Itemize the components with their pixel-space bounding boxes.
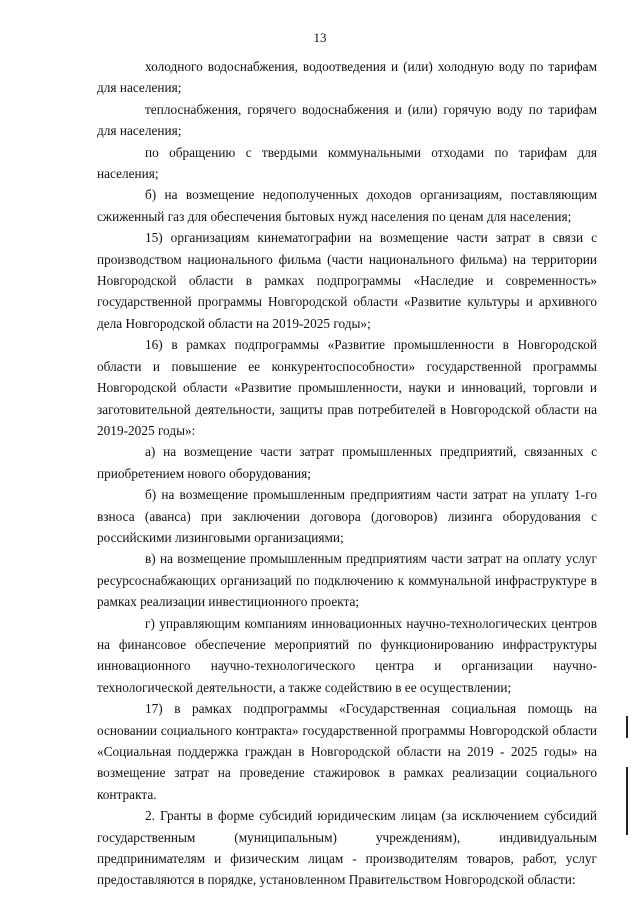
document-body: [97, 56, 597, 891]
paragraph-heat-supply: теплоснабжения, горячего водоснабжения и (или) горячую воду по тарифам для населения;: [97, 101, 597, 139]
paragraph-item-15: 15) организациям кинематографии на возмещение части затрат в связи с производством национального фильма (части национального фильма) на территории Новгородской области в рамках подпрограммы «Наследие и современность» государственной программы Новгородской области «Развитие культуры и архивного дела Новгородской области на 2019-2025 годы»;: [97, 230, 597, 331]
margin-mark-lower: [626, 767, 628, 835]
paragraph-16-b: б) на возмещение промышленным предприятиям части затрат на уплату 1-го взноса (аванса) при заключении договора (договоров) лизинга оборудования с российскими лизинговыми организациями;: [97, 487, 597, 545]
paragraph-16-g: г) управляющим компаниям инновационных научно-технологических центров на финансовое обеспечение мероприятий по функционированию инфраструктуры инновационного научно-технологического центра и организации научно-технологической деятельности, а также содействию в ее осуществлении;: [97, 615, 597, 695]
paragraph-item-16: 16) в рамках подпрограммы «Развитие промышленности в Новгородской области и повышение ее конкурентоспособности» государственной программы Новгородской области «Развитие промышленности, науки и инноваций, торговли и заготовительной деятельности, защиты прав потребителей в Новгородской области на 2019-2025 годы»:: [97, 337, 597, 438]
paragraph-solid-waste: по обращению с твердыми коммунальными отходами по тарифам для населения;: [97, 144, 597, 182]
page-number: 13: [313, 30, 327, 45]
paragraph-liquefied-gas: б) на возмещение недополученных доходов организациям, поставляющим сжиженный газ для обеспечения бытовых нужд населения по ценам для населения;: [97, 187, 597, 224]
paragraph-cold-water: холодного водоснабжения, водоотведения и (или) холодную воду по тарифам для населения;: [97, 59, 597, 96]
paragraph-16-a: а) на возмещение части затрат промышленных предприятий, связанных с приобретением нового оборудования;: [97, 444, 597, 481]
margin-mark-upper: [626, 716, 628, 738]
paragraph-item-17: 17) в рамках подпрограммы «Государственная социальная помощь на основании социального контракта» государственной программы Новгородской области «Социальная поддержка граждан в Новгородской области на 2019 - 2025 годы» на возмещение затрат на проведение стажировок в рамках реализации социального контракта.: [97, 701, 597, 802]
paragraph-16-v: в) на возмещение промышленным предприятиям части затрат на оплату услуг ресурсоснабжающих организаций по подключению к коммунальной инфраструктуре в рамках реализации инвестиционного проекта;: [97, 551, 597, 610]
paragraph-section-2: 2. Гранты в форме субсидий юридическим лицам (за исключением субсидий государственным (муниципальным) учреждениям), индивидуальным предпринимателям и физическим лицам - производителям товаров, работ, услуг предоставляются в порядке, установленном Правительством Новгородской области:: [97, 808, 597, 888]
